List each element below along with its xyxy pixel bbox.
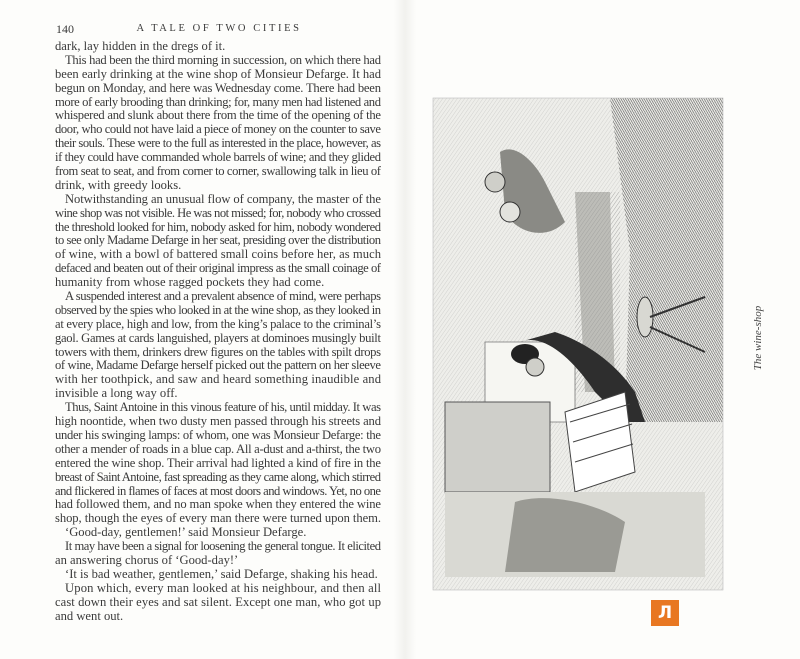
text-line: under his swinging lamps: of whom, one was Monsieur Defarge: the	[55, 427, 381, 442]
wine-shop-illustration	[425, 92, 735, 604]
text-line: ‘Good-day, gentlemen!’ said Monsieur Defarge.	[65, 525, 307, 540]
text-line: the threshold looked for him, nobody asked for him, nobody wondered	[55, 219, 381, 234]
paragraph	[55, 568, 382, 582]
text-line: other a mender of roads in a blue cap. All a-dust and a-thirst, the two	[55, 441, 381, 456]
text-line: dark, lay hidden in the dregs of it.	[55, 39, 226, 53]
text-line: drink, with greedy looks.	[55, 177, 182, 192]
text-line: and went out.	[55, 608, 124, 623]
text-line: if they could have commanded whole barrels of wine; and they glided	[55, 150, 381, 165]
paragraph	[55, 526, 382, 540]
text-line: gaol. Games at cards languished, players at dominoes musingly built	[55, 330, 381, 345]
text-line: breast of Saint Antoine, fast spreading as they came along, which stirred	[55, 469, 381, 484]
text-line: and flickered in flames of faces at most doors and windows. Yet, no one	[55, 483, 381, 498]
text-line: cast down their eyes and sat silent. Except one man, who got up	[55, 594, 382, 609]
text-line: of wine, with a bowl of battered small coins before her, as much	[55, 247, 382, 262]
paragraph	[55, 540, 382, 568]
text-line: ‘It is bad weather, gentlemen,’ said Defarge, shaking his head.	[65, 566, 378, 581]
paragraph	[55, 54, 382, 193]
text-line: had followed them, and no man spoke when they entered the wine	[55, 497, 381, 512]
text-line: wine shop was not visible. He was not missed; for, nobody who crossed	[55, 205, 381, 220]
text-line: Upon which, every man looked at his neighbour, and then all	[65, 580, 382, 595]
text-line: door, who could not have laid a piece of money on the counter to save	[55, 122, 381, 137]
text-line: It may have been a signal for loosening the general tongue. It elicited	[65, 539, 381, 554]
text-line: humanity from whose ragged pockets they had come.	[55, 275, 325, 290]
text-line: Thus, Saint Antoine in this vinous feature of his, until midday. It was	[65, 400, 381, 415]
text-line: an answering chorus of ‘Good-day!’	[55, 552, 239, 567]
text-line: entered the wine shop. Their arrival had lighted a kind of fire in the	[55, 455, 381, 470]
text-column	[55, 40, 382, 623]
text-line: whispered and slunk about there from the time of the opening of the	[55, 108, 381, 123]
text-line: to see only Madame Defarge in her seat, presiding over the distribution	[55, 233, 381, 248]
illustration-caption: The wine-shop	[752, 305, 764, 371]
text-line: their souls. These were to the full as interested in the place, however, as	[55, 136, 381, 151]
text-line: A suspended interest and a prevalent absence of mind, were perhaps	[65, 289, 381, 304]
paragraph	[55, 290, 382, 401]
text-line: been early drinking at the wine shop of Monsieur Defarge. It had	[55, 66, 381, 81]
text-line: towers with them, drinkers drew figures on the tables with spilt drops	[55, 344, 381, 359]
text-line: defaced and beaten out of their original impress as the small coinage of	[55, 261, 381, 276]
paragraph	[55, 582, 382, 624]
text-line: invisible a long way off.	[55, 386, 178, 401]
watermark-logo: Л	[651, 600, 679, 626]
text-line: high noontide, when two dusty men passed through his streets and	[55, 414, 381, 429]
text-line: observed by the spies who looked in at the wine shop, as they looked in	[55, 302, 381, 317]
book-gutter	[394, 0, 416, 659]
running-head	[56, 22, 382, 38]
text-line: This had been the third morning in succession, on which there had	[65, 52, 381, 67]
text-line: from seat to seat, and from corner to corner, swallowing talk in lieu of	[55, 164, 381, 179]
text-line: more of early brooding than drinking; for, many men had listened and	[55, 94, 381, 109]
text-line: begun on Monday, and here was Wednesday come. There had been	[55, 80, 381, 95]
text-line: at every place, high and low, from the king’s palace to the criminal’s	[55, 316, 381, 331]
paragraph	[55, 40, 382, 54]
paragraph	[55, 401, 382, 526]
paragraph	[55, 193, 382, 290]
running-title: A TALE OF TWO CITIES	[136, 23, 302, 34]
text-line: Notwithstanding an unusual flow of company, the master of the	[65, 191, 381, 206]
text-line: shop, though the eyes of every man there were turned upon them.	[55, 511, 381, 526]
page-number: 140	[56, 22, 74, 36]
text-line: with her toothpick, and saw and heard something inaudible and	[55, 372, 382, 387]
text-line: of wine, Madame Defarge herself picked out the pattern on her sleeve	[55, 358, 381, 373]
